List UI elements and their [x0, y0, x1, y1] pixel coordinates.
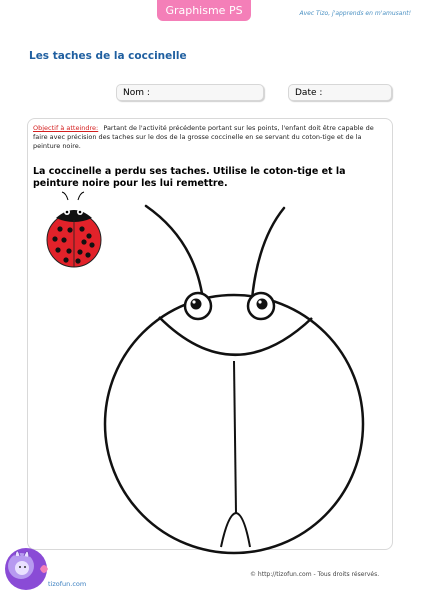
instruction-text: La coccinelle a perdu ses taches. Utilise le coton-tige et la peinture noire pour les lui remettre.	[33, 166, 346, 189]
logo-text: tizofun.com	[48, 580, 87, 588]
objective-label: Objectif à atteindre:	[33, 124, 99, 132]
page-title: Les taches de la coccinelle	[29, 50, 187, 62]
copyright-text: © http://tizofun.com - Tous droits réservés.	[250, 571, 380, 578]
date-field[interactable]	[288, 84, 392, 101]
tagline: Avec Tizo, j'apprends en m'amusant!	[299, 10, 411, 17]
name-field-label: Nom :	[123, 88, 150, 98]
category-tab: Graphisme PS	[157, 0, 251, 21]
objective-body: Partant de l'activité précédente portant sur les points, l'enfant doit être capable de faire avec précision des taches sur le dos de la grosse coccinelle en se servant du coton-tige et de la peinture noire.	[33, 124, 374, 150]
name-field[interactable]	[116, 84, 264, 101]
objective-text	[33, 124, 385, 151]
date-field-label: Date :	[295, 88, 323, 98]
